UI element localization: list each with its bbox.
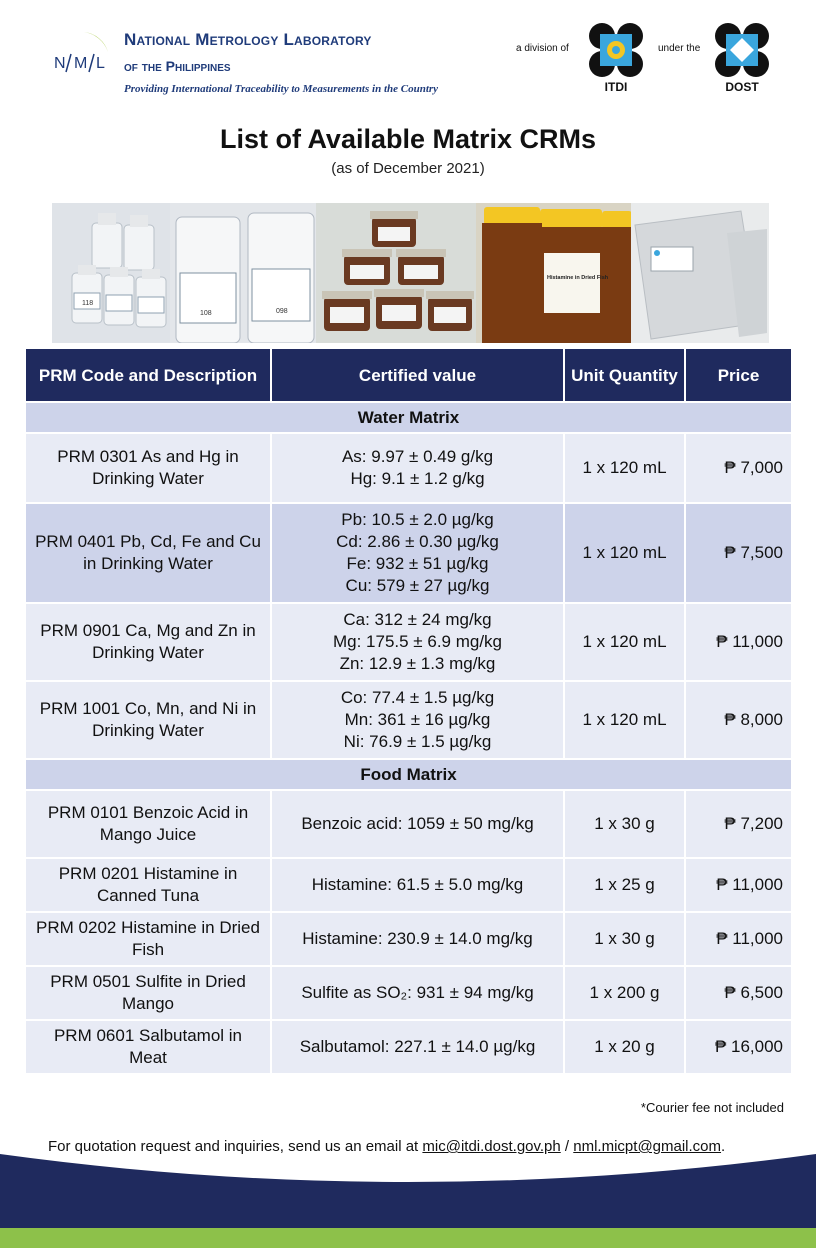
certified-value: Cd: 2.86 ± 0.30 µg/kg: [336, 532, 499, 551]
org-name-line2: of the Philippines: [124, 58, 231, 74]
photo-small-jars: [316, 203, 476, 343]
row-certified: [271, 966, 564, 1020]
row-code: PRM 0601 Salbutamol in Meat: [25, 1020, 271, 1074]
dost-label: DOST: [725, 80, 759, 94]
certified-value: Benzoic acid: 1059 ± 50 mg/kg: [301, 814, 534, 833]
email-link-gmail[interactable]: nml.micpt@gmail.com: [573, 1138, 722, 1155]
table-row: [25, 858, 792, 912]
row-unit: 1 x 30 g: [564, 790, 685, 858]
email-separator: /: [560, 1138, 574, 1155]
page-subtitle: (as of December 2021): [331, 160, 485, 177]
table-row: [25, 790, 792, 858]
table-row: [25, 433, 792, 503]
row-certified: [271, 681, 564, 759]
row-code: PRM 0201 Histamine in Canned Tuna: [25, 858, 271, 912]
row-code: PRM 0202 Histamine in Dried Fish: [25, 912, 271, 966]
under-text: under the: [658, 43, 701, 54]
section-row-food: [25, 759, 792, 790]
certified-value: Sulfite as SO₂: 931 ± 94 mg/kg: [301, 983, 534, 1002]
row-price: ₱ 7,200: [685, 790, 792, 858]
row-price: ₱ 11,000: [685, 603, 792, 681]
photo4-label: Histamine in Dried Fish: [547, 275, 609, 281]
footer-green-band: [0, 1228, 816, 1248]
header-price: Price: [685, 348, 792, 402]
certified-value: Cu: 579 ± 27 µg/kg: [345, 576, 490, 595]
section-water-label: Water Matrix: [25, 402, 792, 433]
photo2-label-a: 108: [200, 310, 212, 317]
itdi-label: ITDI: [604, 80, 628, 94]
section-food-label: Food Matrix: [25, 759, 792, 790]
row-price: ₱ 6,500: [685, 966, 792, 1020]
svg-text:M: M: [74, 55, 88, 72]
photo-sample-pouches: [631, 203, 769, 343]
row-unit: 1 x 20 g: [564, 1020, 685, 1074]
product-photo-strip: [52, 203, 769, 343]
table-header-row: [25, 348, 792, 402]
crm-price-table: [24, 347, 793, 1075]
row-code: PRM 0901 Ca, Mg and Zn in Drinking Water: [25, 603, 271, 681]
certified-value: Fe: 932 ± 51 µg/kg: [346, 554, 489, 573]
photo2-label-b: 098: [276, 308, 288, 315]
row-code: PRM 0401 Pb, Cd, Fe and Cu in Drinking Water: [25, 503, 271, 603]
certified-value: As: 9.97 ± 0.49 g/kg: [341, 447, 494, 466]
table-row: [25, 503, 792, 603]
photo-water-bottles-large: [170, 203, 316, 343]
row-unit: 1 x 25 g: [564, 858, 685, 912]
photo-large-jars: [476, 203, 631, 343]
division-text: a division of: [516, 43, 569, 54]
photo1-label: 118: [82, 300, 94, 307]
row-certified: [271, 790, 564, 858]
footer-wave: [0, 1150, 816, 1230]
row-unit: 1 x 200 g: [564, 966, 685, 1020]
certified-value: Histamine: 61.5 ± 5.0 mg/kg: [311, 875, 524, 894]
row-unit: 1 x 120 mL: [564, 603, 685, 681]
row-code: PRM 1001 Co, Mn, and Ni in Drinking Water: [25, 681, 271, 759]
table-row: [25, 1020, 792, 1074]
org-name-line1: National Metrology Laboratory: [124, 30, 372, 49]
certified-value: Ca: 312 ± 24 mg/kg: [343, 610, 492, 629]
table-row: [25, 912, 792, 966]
section-row-water: [25, 402, 792, 433]
table-row: [25, 681, 792, 759]
itdi-logo-icon: [588, 22, 644, 78]
page-title: List of Available Matrix CRMs: [219, 124, 597, 154]
contact-end: .: [721, 1138, 726, 1155]
row-unit: 1 x 120 mL: [564, 681, 685, 759]
row-certified: [271, 912, 564, 966]
header-certified: Certified value: [271, 348, 564, 402]
table-row: [25, 966, 792, 1020]
row-unit: 1 x 30 g: [564, 912, 685, 966]
certified-value: Mg: 175.5 ± 6.9 mg/kg: [332, 632, 503, 651]
row-certified: [271, 503, 564, 603]
row-price: ₱ 16,000: [685, 1020, 792, 1074]
certified-value: Ni: 76.9 ± 1.5 µg/kg: [343, 732, 492, 751]
certified-value: Hg: 9.1 ± 1.2 g/kg: [350, 469, 485, 488]
email-link-itdi[interactable]: mic@itdi.dost.gov.ph: [422, 1138, 561, 1155]
svg-text:L: L: [96, 55, 105, 72]
org-tagline: Providing International Traceability to Measurements in the Country: [124, 83, 439, 95]
row-code: PRM 0301 As and Hg in Drinking Water: [25, 433, 271, 503]
header-code: PRM Code and Description: [25, 348, 271, 402]
row-code: PRM 0501 Sulfite in Dried Mango: [25, 966, 271, 1020]
dost-logo-icon: [714, 22, 770, 78]
row-price: ₱ 7,500: [685, 503, 792, 603]
row-price: ₱ 11,000: [685, 912, 792, 966]
certified-value: Zn: 12.9 ± 1.3 mg/kg: [339, 654, 496, 673]
row-certified: [271, 858, 564, 912]
nml-logo-n: N: [54, 55, 66, 72]
certified-value: Co: 77.4 ± 1.5 µg/kg: [340, 688, 495, 707]
certified-value: Histamine: 230.9 ± 14.0 mg/kg: [302, 929, 533, 948]
certified-value: Pb: 10.5 ± 2.0 µg/kg: [341, 510, 494, 529]
page-header: [0, 0, 816, 110]
certified-value: Mn: 361 ± 16 µg/kg: [344, 710, 491, 729]
certified-value: Salbutamol: 227.1 ± 14.0 µg/kg: [299, 1037, 536, 1056]
row-certified: [271, 603, 564, 681]
row-certified: [271, 433, 564, 503]
row-unit: 1 x 120 mL: [564, 433, 685, 503]
row-unit: 1 x 120 mL: [564, 503, 685, 603]
contact-text: For quotation request and inquiries, send us an email at: [48, 1138, 419, 1155]
row-price: ₱ 11,000: [685, 858, 792, 912]
row-price: ₱ 7,000: [685, 433, 792, 503]
row-certified: [271, 1020, 564, 1074]
table-row: [25, 603, 792, 681]
courier-footnote: *Courier fee not included: [640, 1100, 784, 1115]
row-code: PRM 0101 Benzoic Acid in Mango Juice: [25, 790, 271, 858]
header-unit: Unit Quantity: [564, 348, 685, 402]
nml-logo-icon: [44, 22, 116, 102]
row-price: ₱ 8,000: [685, 681, 792, 759]
photo-water-bottles-small: [52, 203, 170, 343]
